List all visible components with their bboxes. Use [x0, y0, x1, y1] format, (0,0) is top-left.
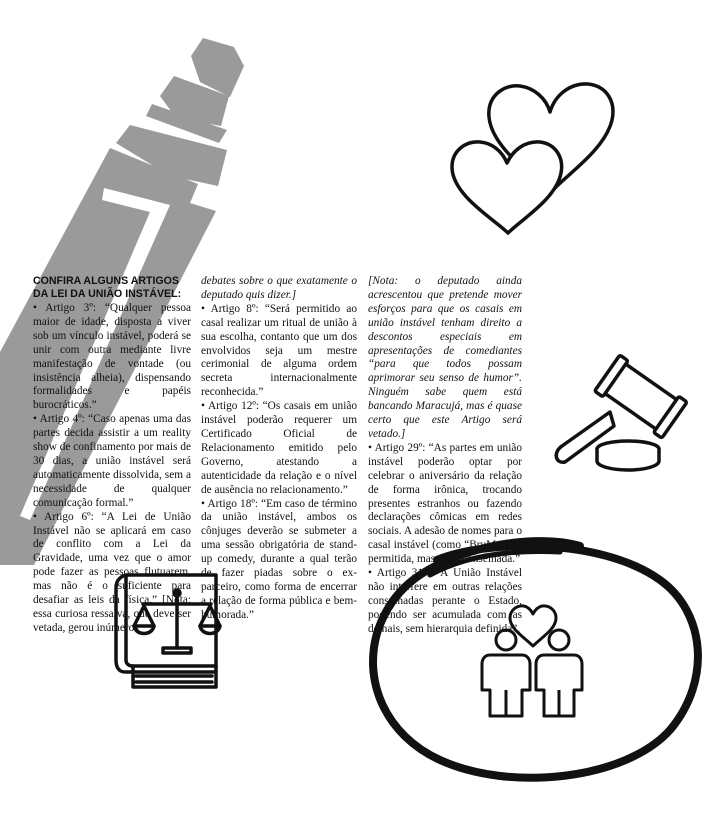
article-3: • Artigo 3º: “Qualquer pessoa maior de idade, disposta a viver sob um vínculo instável, poderá se unir com outra mediante livre manifestação de vontade (ou insistência alheia), dispensando formalidades e papéis burocráticos.” — [33, 302, 191, 412]
article-6: • Artigo 6º: “A Lei de União Instável não se aplicará em caso de conflito com a Lei da Gravidade, uma vez que o amor pode fazer as pessoas flutuarem, mas não é o suficiente para desafiar as leis da física.” [Nota: essa curiosa ressalva, que deve ser vetada, gerou inúmeros — [33, 510, 191, 634]
column-2 — [201, 275, 357, 623]
article-12: • Artigo 12º: “Os casais em união instável poderão requerer um Certificado Oficial de Relacionamento emitido pelo Governo, atestando a autenticidade da relação e o nível de ausência no relacionamento.” — [201, 400, 357, 496]
column-1 — [33, 275, 191, 636]
note-deputy: [Nota: o deputado ainda acrescentou que pretende mover esforços para que os casais em união instável tenham direito a descontos especiais em apresentações de comediantes “para que todos possam aprimorar seu senso de humor”. Ninguém sabe quem está bancando Maracujá, mas é quase certo que este Artigo será vetado.] — [368, 275, 522, 440]
article-8: • Artigo 8º: “Será permitido ao casal realizar um ritual de união à sua escolha, contanto que um dos envolvidos seja um mestre cerimonial de alguma ordem secreta internacionalmente reconhecida.” — [201, 302, 357, 399]
article-29: • Artigo 29º: “As partes em união instável poderão optar por celebrar o aniversário da relação de forma irônica, trocando presentes estranhos ou fazendo declarações cômicas em redes sociais. A adesão de nomes para o casal instável (como “BruMar”) é permitida, mas não aconselhada.” — [368, 441, 522, 566]
article-4: • Artigo 4º: “Caso apenas uma das partes decida assistir a um reality show de confinamento por mais de 30 dias, a união instável será automaticamente dissolvida, sem a necessidade de qualquer comunicação formal.” — [33, 413, 191, 509]
article-31: • Artigo 31º: “A União Instável não interfere em outras relações consumadas perante o Estado, podendo ser acumulada com as demais, sem hierarquia definida”. — [368, 567, 522, 635]
note-continued: debates sobre o que exatamente o deputado quis dizer.] — [201, 275, 357, 301]
column-3 — [368, 275, 522, 637]
article-18: • Artigo 18º: “Em caso de término da união instável, ambos os cônjuges deverão se submeter a uma sessão obrigatória de stand-up comedy, durante a qual terão de fazer piadas sobre o ex-parceiro, como forma de encerrar a relação de forma pública e bem-humorada.” — [201, 497, 357, 621]
articles-heading: CONFIRA ALGUNS ARTIGOS DA LEI DA UNIÃO INSTÁVEL: — [33, 275, 182, 300]
